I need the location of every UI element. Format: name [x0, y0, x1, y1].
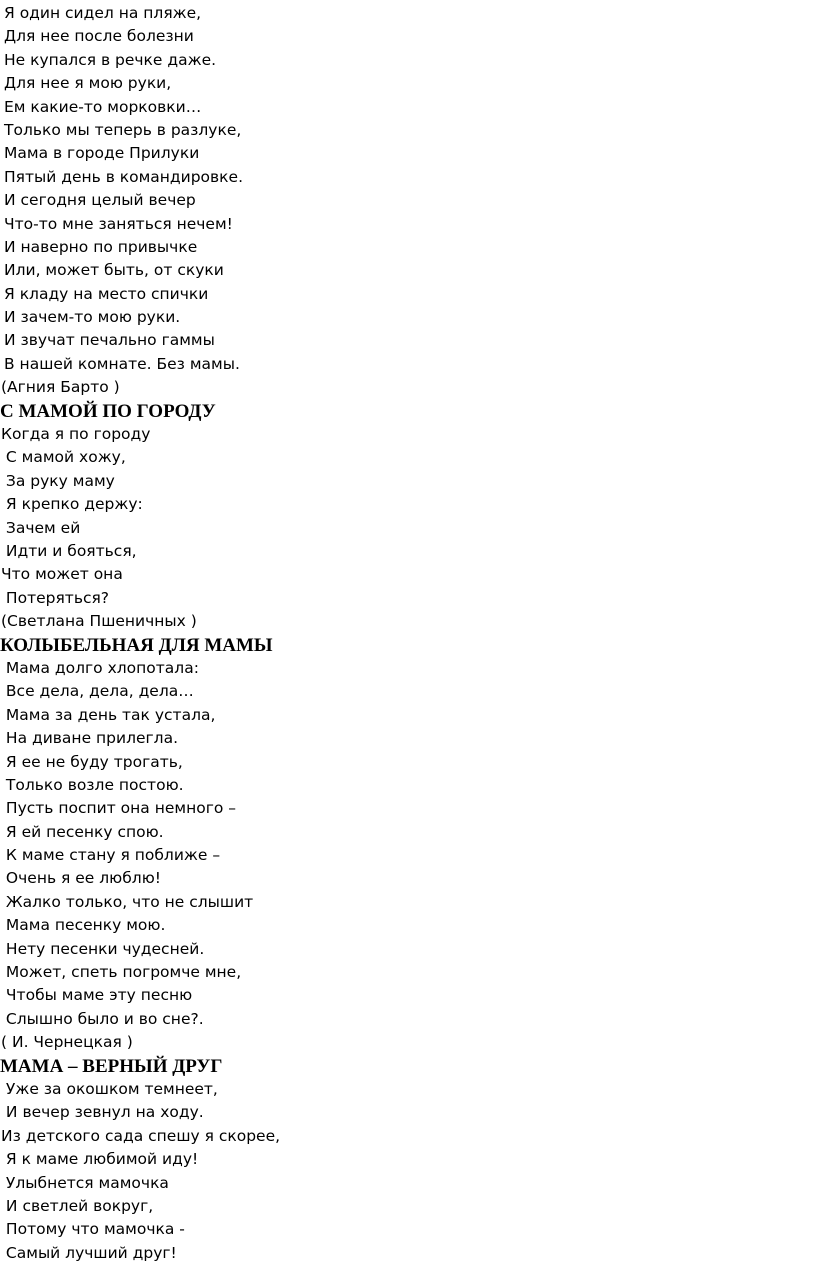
poem-line: За руку маму	[1, 471, 115, 490]
poem-line: В нашей комнате. Без мамы.	[4, 354, 240, 373]
poem-line: Уже за окошком темнеет,	[1, 1079, 218, 1098]
poem-line: И звучат печально гаммы	[4, 331, 215, 350]
poem-line: И наверно по привычке	[4, 237, 198, 256]
poem-line: Мама за день так устала,	[1, 705, 216, 724]
poem-line: Для нее после болезни	[4, 27, 194, 46]
poem-line: Потому что мамочка -	[1, 1220, 185, 1239]
poem-line: Слышно было и во сне?.	[1, 1009, 204, 1028]
poem-line: Из детского сада спешу я скорее,	[1, 1126, 281, 1145]
poem-line: Чтобы маме эту песню	[1, 986, 193, 1005]
poem-line: Нету песенки чудесней.	[1, 939, 205, 958]
poem-author: (Светлана Пшеничных )	[1, 612, 197, 631]
poem-line: Может, спеть погромче мне,	[1, 963, 242, 982]
poem-line: Я кладу на место спички	[4, 284, 209, 303]
poem-line: С мамой хожу,	[1, 448, 126, 467]
poem-line: И сегодня целый вечер	[4, 191, 196, 210]
poem-line: Очень я ее люблю!	[1, 869, 161, 888]
poem-4	[0, 1055, 816, 1266]
poem-line: Или, может быть, от скуки	[4, 261, 224, 280]
poem-line: Мама долго хлопотала:	[1, 658, 199, 677]
poem-line: Для нее я мою руки,	[4, 74, 172, 93]
poem-line: Пусть поспит она немного –	[1, 799, 236, 818]
poem-title: МАМА – ВЕРНЫЙ ДРУГ	[0, 1055, 223, 1077]
poem-line: Жалко только, что не слышит	[1, 892, 254, 911]
poem-2	[0, 400, 816, 634]
poem-line: Улыбнется мамочка	[1, 1173, 169, 1192]
poem-line: Все дела, дела, дела…	[1, 682, 194, 701]
poem-line: И зачем-то мою руки.	[4, 308, 181, 327]
poem-line: Самый лучший друг!	[1, 1243, 177, 1262]
poem-line: Что может она	[1, 565, 123, 584]
poem-author: (Агния Барто )	[1, 378, 120, 397]
poem-line: Когда я по городу	[1, 425, 151, 444]
poem-line: Идти и бояться,	[1, 541, 137, 560]
poem-line: Потеряться?	[1, 588, 110, 607]
poem-line: Мама в городе Прилуки	[4, 144, 200, 163]
poem-line: И вечер зевнул на ходу.	[1, 1103, 204, 1122]
poem-line: И светлей вокруг,	[1, 1196, 154, 1215]
poem-author: ( И. Чернецкая )	[1, 1033, 133, 1052]
poem-title: КОЛЫБЕЛЬНАЯ ДЛЯ МАМЫ	[0, 634, 273, 656]
poem-line: Я к маме любимой иду!	[1, 1150, 199, 1169]
poem-title: С МАМОЙ ПО ГОРОДУ	[0, 400, 216, 422]
poem-line: К маме стану я поближе –	[1, 846, 221, 865]
poem-line: Что-то мне заняться нечем!	[4, 214, 233, 233]
poem-line: Не купался в речке даже.	[4, 50, 217, 69]
poem-line: Я ей песенку спою.	[1, 822, 164, 841]
poem-line: Только мы теперь в разлуке,	[4, 120, 242, 139]
poem-line: Только возле постою.	[1, 775, 184, 794]
poem-line: Зачем ей	[1, 518, 81, 537]
poem-line: Пятый день в командировке.	[4, 167, 244, 186]
poem-line: Ем какие-то морковки…	[4, 97, 202, 116]
poem-line: Я ее не буду трогать,	[1, 752, 183, 771]
poem-line: На диване прилегла.	[1, 729, 178, 748]
poem-line: Я один сидел на пляже,	[4, 4, 202, 22]
poem-1	[0, 2, 816, 400]
poem-line: Я крепко держу:	[1, 495, 143, 514]
poem-3	[0, 634, 816, 1055]
poem-line: Мама песенку мою.	[1, 916, 166, 935]
